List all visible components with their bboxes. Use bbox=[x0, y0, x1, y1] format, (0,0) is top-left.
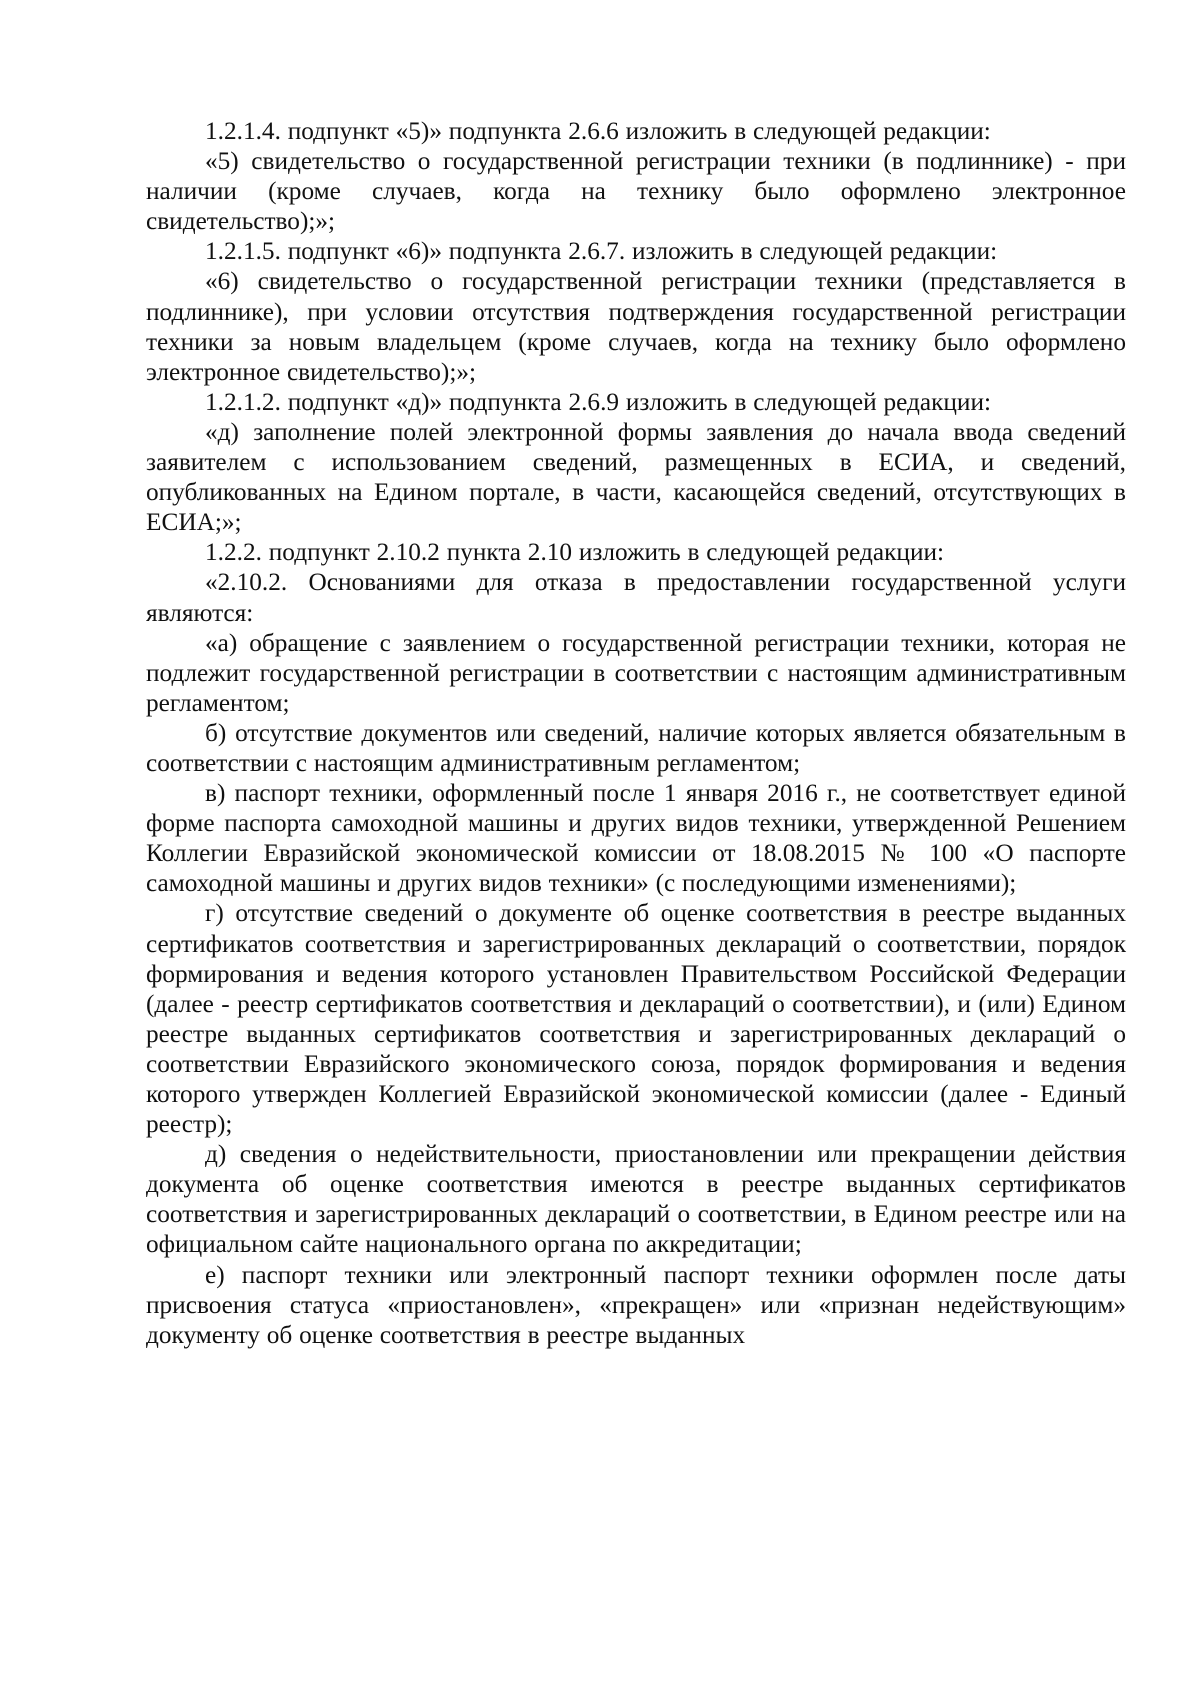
paragraph-1-2-1-2: 1.2.1.2. подпункт «д)» подпункта 2.6.9 изложить в следующей редакции: bbox=[205, 387, 992, 416]
paragraph-quote-5: «5) свидетельство о государственной регистрации техники (в подлиннике) - при наличии (кроме случаев, когда на технику было оформлено электронное свидетельство);»; bbox=[146, 147, 1126, 236]
paragraph-item-g: г) отсутствие сведений о документе об оценке соответствия в реестре выданных сертификатов соответствия и зарегистрированных деклараций о соответствии, порядок формирования и ведения которого установлен Правительством Российской Федерации (далее - реестр сертификатов соответствия и деклараций о соответствии), и (или) Едином реестре выданных сертификатов соответствия и зарегистрированных деклараций о соответствии Евразийского экономического союза, порядок формирования и ведения которого утвержден Коллегией Евразийской экономической комиссии (далее - Единый реестр); bbox=[146, 899, 1126, 1139]
paragraph-item-e: е) паспорт техники или электронный паспорт техники оформлен после даты присвоения статуса «приостановлен», «прекращен» или «признан недействующим» документу об оценке соответствия в реестре выданных bbox=[146, 1260, 1126, 1349]
paragraph-item-b: б) отсутствие документов или сведений, наличие которых является обязательным в соответствии с настоящим административным регламентом; bbox=[146, 718, 1126, 777]
paragraph-1-2-1-4: 1.2.1.4. подпункт «5)» подпункта 2.6.6 изложить в следующей редакции: bbox=[205, 117, 991, 145]
paragraph-quote-6: «6) свидетельство о государственной регистрации техники (представляется в подлиннике), при условии отсутствия подтверждения государственной регистрации техники за новым владельцем (кроме случаев, когда на технику было оформлено электронное свидетельство);»; bbox=[146, 267, 1126, 386]
paragraph-1-2-1-5: 1.2.1.5. подпункт «6)» подпункта 2.6.7. изложить в следующей редакции: bbox=[205, 237, 998, 266]
document-page bbox=[146, 116, 1126, 1350]
paragraph-item-v: в) паспорт техники, оформленный после 1 января 2016 г., не соответствует единой форме паспорта самоходной машины и других видов техники, утвержденной Решением Коллегии Евразийской экономической комиссии от 18.08.2015 № 100 «О паспорте самоходной машины и других видов техники» (с последующими изменениями); bbox=[146, 779, 1126, 898]
paragraph-item-d: д) сведения о недействительности, приостановлении или прекращении действия документа об оценке соответствия имеются в реестре выданных сертификатов соответствия и зарегистрированных деклараций о соответствии, в Едином реестре или на официальном сайте национального органа по аккредитации; bbox=[146, 1140, 1126, 1259]
paragraph-quote-d: «д) заполнение полей электронной формы заявления до начала ввода сведений заявителем с использованием сведений, размещенных в ЕСИА, и сведений, опубликованных на Едином портале, в части, касающейся сведений, отсутствующих в ЕСИА;»; bbox=[146, 417, 1126, 537]
paragraph-1-2-2: 1.2.2. подпункт 2.10.2 пункта 2.10 изложить в следующей редакции: bbox=[205, 538, 945, 567]
paragraph-item-a: «а) обращение с заявлением о государственной регистрации техники, которая не подлежит государственной регистрации в соответствии с настоящим административным регламентом; bbox=[146, 628, 1126, 717]
paragraph-2-10-2: «2.10.2. Основаниями для отказа в предоставлении государственной услуги являются: bbox=[146, 568, 1126, 627]
